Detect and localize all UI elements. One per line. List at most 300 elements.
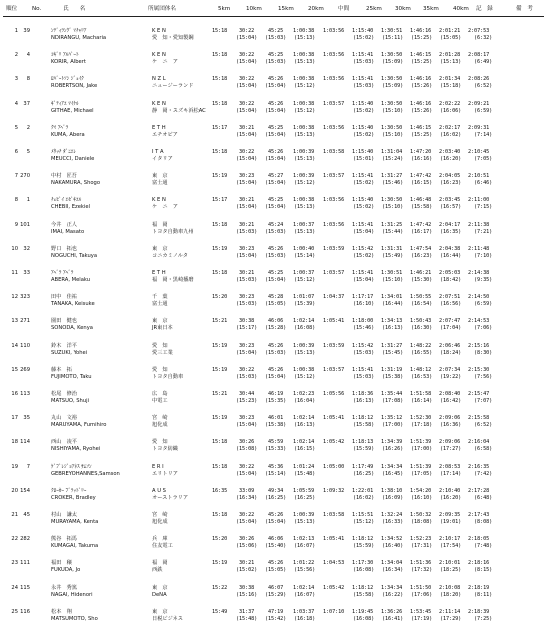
runner-name-roman: MURAYAMA, Kenta [51,519,99,525]
lap-30km: (17:08) [382,398,404,404]
split-20km: 1:05:59 [293,487,315,494]
bib-number: 271 [20,318,30,325]
lap-30km: (16:34) [382,567,404,574]
lap-10km: (15:16) [236,591,258,598]
lap-35km: (16:55) [411,349,433,356]
finish-record: 2:09:21 [468,100,490,107]
split-10km: 30:23 [239,294,255,301]
lap-10km: (15:04) [236,422,258,429]
runner-name-roman: NAGAI, Hidenori [51,591,93,598]
finish-record: 2:18:16 [468,560,490,567]
lap-20km: (15:12) [294,373,316,380]
runner-team: 福 岡・黒崎播磨 [152,277,194,283]
bib-number: 113 [20,391,30,397]
finish-record: 2:08:26 [468,76,490,83]
split-20km: 1:00:38 [293,197,315,204]
runner-name-roman: MARUYAMA, Fumihiro [51,422,107,429]
split-20km: 1:00:38 [293,366,315,373]
lap-35km: (16:10) [411,494,433,501]
split-half: 1:05:42 [323,439,345,446]
runner-name-kana: ｷﾞﾃｨｱｴ ﾏｲｹﾙ [51,100,79,107]
split-40km: 2:09:06 [439,439,461,446]
runner-team: コニカミノルタ [152,252,188,259]
split-15km: 46:19 [268,391,284,397]
runner-name-kana: 鈴木 洋平 [51,342,77,349]
split-30km: 1:30:50 [381,124,403,131]
split-20km: 1:00:37 [293,270,315,276]
rank-cell: 17 [11,415,18,422]
lap-finish: (7:15) [474,204,493,211]
lap-25km: (15:46) [353,325,375,332]
header-rule [3,16,544,17]
runner-team: 日税ビジネス [152,615,183,622]
lap-35km: (16:15) [411,180,433,187]
split-30km: 1:30:50 [381,100,403,107]
table-row [0,392,550,416]
finish-record: 2:15:58 [468,415,490,422]
lap-20km: (15:13) [294,156,316,162]
split-5km: 15:19 [212,366,228,373]
split-30km: 1:38:10 [381,487,403,494]
lap-35km: (15:25) [411,35,433,41]
header-half: 中間 [338,6,350,12]
split-35km: 1:48:12 [410,366,432,373]
lap-30km: (15:10) [382,107,404,114]
lap-30km: (16:41) [382,615,404,622]
split-25km: 1:15:51 [352,512,374,518]
split-30km: 1:30:50 [381,52,403,59]
lap-finish: (7:05) [474,156,493,162]
runner-country: 愛 知 [152,342,168,349]
split-25km: 1:15:41 [352,270,374,276]
split-10km: 30:26 [239,439,255,446]
runner-name-roman: GITHAE, Michael [51,107,94,114]
split-half: 1:05:41 [323,318,345,325]
finish-record: 2:08:17 [468,52,490,59]
runner-name-kana: 永井 秀篤 [51,584,77,591]
finish-record: 2:11:48 [468,245,490,252]
runner-country: 愛 知 [152,439,168,446]
runner-country: K E N [152,197,166,204]
split-5km: 15:18 [212,463,228,470]
split-half: 1:03:58 [323,512,345,518]
split-30km: 1:31:31 [381,245,403,252]
runner-name-kana: 福田 穣 [51,560,72,567]
lap-20km: (15:48) [294,470,316,477]
split-40km: 2:03:40 [439,149,461,155]
runner-name-roman: KUMAGAI, Takuma [51,543,99,550]
split-40km: 2:10:08 [439,584,461,591]
runner-team: 旭化成 [152,519,168,525]
lap-20km: (15:12) [294,180,316,187]
lap-20km: (15:13) [294,204,316,211]
header-20km: 20km [308,6,324,12]
lap-10km: (15:03) [236,277,258,283]
finish-record: 2:15:47 [468,391,490,397]
runner-name-roman: FUJIMOTO, Taku [51,373,92,380]
runner-country: 東 京 [152,318,168,325]
lap-25km: (16:08) [353,615,375,622]
runner-name-kana: 園田 健也 [51,318,77,325]
table-row [0,561,550,585]
runner-country: 東 京 [152,584,168,591]
split-20km: 1:01:22 [293,560,315,567]
lap-35km: (15:25) [411,59,433,66]
header-record: 記 録 [476,6,493,12]
split-20km: 1:00:38 [293,52,315,59]
finish-record: 2:10:45 [468,149,490,155]
split-5km: 15:18 [212,28,228,34]
lap-25km: (15:02) [353,131,375,138]
split-half: 1:05:41 [323,536,345,543]
runner-name-roman: NOGUCHI, Takuya [51,252,97,259]
split-25km: 1:15:40 [352,149,374,155]
finish-record: 2:18:39 [468,608,490,615]
lap-10km: (15:04) [236,83,258,90]
runner-name-roman: ABERA, Melaku [51,277,91,283]
runner-name-roman: FUKUDA, Jo [51,567,81,574]
split-25km: 1:15:40 [352,124,374,131]
runner-name-roman: ROBERTSON, Jake [51,83,98,90]
split-20km: 1:00:37 [293,221,315,228]
split-30km: 1:34:34 [381,463,403,470]
rank-cell: 16 [11,391,18,397]
split-half: 1:05:42 [323,584,345,591]
lap-40km: (17:14) [440,470,462,477]
split-half: 1:03:57 [323,173,345,180]
lap-40km: (16:57) [440,204,462,211]
split-25km: 1:18:00 [352,318,374,325]
table-row [0,344,550,368]
split-20km: 1:01:24 [293,463,315,470]
lap-finish: (7:14) [474,131,493,138]
lap-25km: (15:03) [353,349,375,356]
lap-finish: (6:32) [474,35,493,41]
lap-15km: (15:04) [265,519,287,525]
split-25km: 1:18:13 [352,439,374,446]
split-40km: 2:09:35 [439,512,461,518]
bib-number: 4 [26,52,30,59]
split-20km: 1:00:39 [293,342,315,349]
split-40km: 2:01:21 [439,28,461,34]
lap-10km: (15:03) [236,301,258,308]
lap-finish: (7:07) [474,398,493,404]
bib-number: 101 [20,221,30,228]
lap-finish: (7:21) [474,228,493,235]
runner-country: 愛 知 [152,366,168,373]
lap-35km: (16:17) [411,228,433,235]
lap-40km: (19:22) [440,373,462,380]
split-5km: 15:18 [212,52,228,59]
runner-team: 愛三工業 [152,349,173,356]
lap-30km: (15:24) [382,156,404,162]
bib-number: 269 [20,366,30,373]
split-30km: 1:31:27 [381,342,403,349]
lap-10km: (15:04) [236,131,258,138]
lap-20km: (15:12) [294,107,316,114]
runner-name-kana: ﾛﾊﾞｰﾄｿﾝ ｼﾞｪｲｸ [51,76,84,83]
split-half: 1:07:10 [323,608,345,615]
lap-finish: (6:46) [474,180,493,187]
runner-name-kana: 丸山 文裕 [51,415,77,422]
bib-number: 8 [26,76,30,83]
split-40km: 2:02:17 [439,124,461,131]
lap-40km: (18:20) [440,591,462,598]
runner-name-kana: 中村 匠吾 [51,173,77,180]
runner-name-roman: NDIRANGU, Macharia [51,35,107,41]
lap-15km: (15:05) [265,301,287,308]
split-half: 1:05:00 [323,463,345,470]
lap-15km: (15:04) [265,204,287,211]
header-note: 備 考 [516,6,533,12]
runner-country: A U S [152,487,166,494]
runner-name-roman: KORIR, Albert [51,59,86,66]
split-35km: 1:46:16 [410,76,432,83]
runner-name-roman: SONODA, Kenya [51,325,93,332]
runner-team: 静 岡・スズキ浜松AC [152,107,206,114]
lap-40km: (17:54) [440,543,462,550]
runner-name-roman: NAKAMURA, Shogo [51,180,101,187]
bib-number: 35 [23,415,30,422]
rank-cell: 8 [14,197,18,204]
runner-team: トヨタ自動車 [152,373,184,380]
split-20km: 1:02:14 [293,584,315,591]
header-15km: 15km [278,6,294,12]
bib-number: 1 [26,197,30,204]
split-5km: 15:49 [212,608,228,615]
lap-20km: (16:04) [294,398,316,404]
lap-finish: (9:35) [474,277,493,283]
lap-10km: (15:17) [236,325,258,332]
split-half: 1:03:59 [323,245,345,252]
rank-cell: 10 [11,245,18,252]
split-25km: 1:18:12 [352,584,374,591]
split-40km: 2:09:06 [439,415,461,422]
split-30km: 1:34:13 [381,318,403,325]
lap-35km: (15:58) [411,204,433,211]
lap-finish: (8:11) [474,591,493,598]
split-15km: 45:26 [268,342,284,349]
split-20km: 1:02:14 [293,318,315,325]
split-15km: 46:01 [268,415,284,422]
split-10km: 30:23 [239,173,255,180]
split-5km: 15:18 [212,270,228,276]
lap-40km: (16:56) [440,301,462,308]
lap-35km: (16:23) [411,252,433,259]
split-15km: 45:26 [268,560,284,567]
split-5km: 15:21 [212,318,228,325]
split-10km: 30:22 [239,512,255,518]
lap-25km: (15:02) [353,180,375,187]
runner-name-kana: 西山 凌平 [51,439,77,446]
split-25km: 1:17:49 [352,463,374,470]
split-40km: 2:02:22 [439,100,461,107]
runner-team: 富士通 [152,180,168,187]
bib-number: 154 [20,487,30,494]
header-name: 氏 名 [63,6,86,12]
split-25km: 1:22:01 [352,487,374,494]
runner-country: K E N [152,28,166,34]
lap-10km: (15:48) [236,615,258,622]
runner-name-kana: 松尾 修治 [51,391,77,397]
split-15km: 45:25 [268,197,284,204]
split-5km: 15:17 [212,124,228,131]
header-40km: 40km [453,6,469,12]
lap-10km: (15:08) [236,446,258,453]
lap-10km: (15:03) [236,228,258,235]
lap-25km: (16:25) [353,470,375,477]
table-row [0,610,550,634]
split-15km: 45:25 [268,124,284,131]
split-40km: 2:06:46 [439,342,461,349]
split-15km: 45:26 [268,245,284,252]
split-15km: 45:26 [268,76,284,83]
split-5km: 15:18 [212,512,228,518]
lap-35km: (15:26) [411,83,433,90]
runner-name-kana: 松本 翔 [51,608,72,615]
split-10km: 30:22 [239,149,255,155]
lap-20km: (15:13) [294,59,316,66]
table-row [0,368,550,392]
lap-40km: (16:36) [440,422,462,429]
lap-35km: (15:30) [411,277,433,283]
split-35km: 1:52:23 [410,536,432,543]
table-row [0,174,550,198]
lap-finish: (6:59) [474,301,493,308]
lap-25km: (15:02) [353,252,375,259]
split-25km: 1:15:42 [352,245,374,252]
split-30km: 1:30:51 [381,28,403,34]
split-25km: 1:15:41 [352,76,374,83]
split-30km: 1:36:26 [381,608,403,615]
lap-15km: (15:35) [265,398,287,404]
finish-record: 2:09:31 [468,124,490,131]
split-35km: 1:50:55 [410,294,432,301]
lap-15km: (15:03) [265,35,287,41]
table-row [0,319,550,343]
split-10km: 30:22 [239,76,255,83]
split-15km: 46:07 [268,584,284,591]
split-35km: 1:51:50 [410,584,432,591]
split-5km: 16:35 [212,487,228,494]
split-half: 1:03:57 [323,366,345,373]
lap-15km: (15:03) [265,228,287,235]
column-header [0,0,550,17]
lap-10km: (15:04) [236,204,258,211]
split-35km: 1:51:58 [410,391,432,397]
split-30km: 1:34:04 [381,560,403,567]
split-25km: 1:18:12 [352,415,374,422]
split-40km: 2:04:38 [439,245,461,252]
lap-30km: (17:00) [382,422,404,429]
split-40km: 2:07:51 [439,294,461,301]
lap-25km: (15:03) [353,83,375,90]
lap-20km: (16:18) [294,615,316,622]
split-10km: 31:37 [239,608,255,615]
lap-10km: (15:23) [236,398,258,404]
runner-name-kana: ｸﾏ ｱﾍﾞﾗ [51,124,69,131]
split-15km: 45:59 [268,439,284,446]
lap-40km: (15:05) [440,35,462,41]
split-15km: 45:36 [268,463,284,470]
lap-35km: (15:26) [411,107,433,114]
lap-40km: (16:02) [440,131,462,138]
split-30km: 1:34:34 [381,584,403,591]
lap-30km: (16:22) [382,591,404,598]
runner-country: I T A [152,149,164,155]
split-20km: 1:02:13 [293,536,315,543]
lap-15km: (15:04) [265,373,287,380]
split-40km: 2:07:34 [439,366,461,373]
lap-25km: (16:10) [353,301,375,308]
split-40km: 2:08:40 [439,391,461,397]
lap-15km: (15:28) [265,325,287,332]
split-25km: 1:15:40 [352,100,374,107]
rank-cell: 12 [11,294,18,301]
bib-number: 116 [20,608,30,615]
split-5km: 15:18 [212,100,228,107]
lap-finish: (6:52) [474,83,493,90]
split-half: 1:03:59 [323,342,345,349]
runner-team: イタリア [152,156,173,162]
lap-30km: (16:33) [382,519,404,525]
split-35km: 1:47:42 [410,221,432,228]
lap-35km: (16:16) [411,156,433,162]
split-35km: 1:51:39 [410,463,432,470]
runner-team: ケ ニ ア [152,59,178,66]
lap-10km: (15:04) [236,59,258,66]
runner-name-kana: 熊谷 拓馬 [51,536,77,543]
split-40km: 2:03:45 [439,197,461,204]
split-20km: 1:01:07 [293,294,315,301]
split-10km: 30:38 [239,318,255,325]
lap-finish: (6:58) [474,446,493,453]
runner-name-kana: ｱﾍﾞﾗ ｱﾍﾞﾗ [51,270,74,276]
bib-number: 37 [23,100,30,107]
lap-20km: (15:13) [294,519,316,525]
runner-country: 東 京 [152,245,168,252]
split-40km: 2:10:40 [439,487,461,494]
lap-finish: (8:15) [474,567,493,574]
lap-10km: (15:04) [236,252,258,259]
lap-30km: (15:11) [382,35,404,41]
lap-30km: (15:45) [382,349,404,356]
split-35km: 1:47:54 [410,245,432,252]
runner-name-roman: GEBREYOHANNES,Samson [51,470,120,477]
split-35km: 1:54:20 [410,487,432,494]
split-30km: 1:35:44 [381,391,403,397]
split-5km: 15:18 [212,149,228,155]
split-35km: 1:46:15 [410,52,432,59]
lap-30km: (16:40) [382,543,404,550]
lap-25km: (16:02) [353,494,375,501]
split-15km: 47:19 [268,608,284,615]
lap-10km: (15:02) [236,567,258,574]
split-35km: 1:46:16 [410,100,432,107]
split-10km: 30:26 [239,536,255,543]
split-10km: 30:22 [239,463,255,470]
table-row [0,537,550,561]
lap-40km: (17:27) [440,446,462,453]
rank-cell: 13 [11,318,18,325]
split-35km: 1:53:45 [410,608,432,615]
runner-name-kana: ｹﾞﾌﾞﾚｼﾞｮｱﾈｽ ｻﾑｿﾝ [51,463,92,470]
lap-25km: (15:58) [353,422,375,429]
rank-cell: 11 [11,270,18,276]
split-30km: 1:34:01 [381,294,403,301]
split-35km: 1:51:39 [410,439,432,446]
bib-number: 32 [23,245,30,252]
